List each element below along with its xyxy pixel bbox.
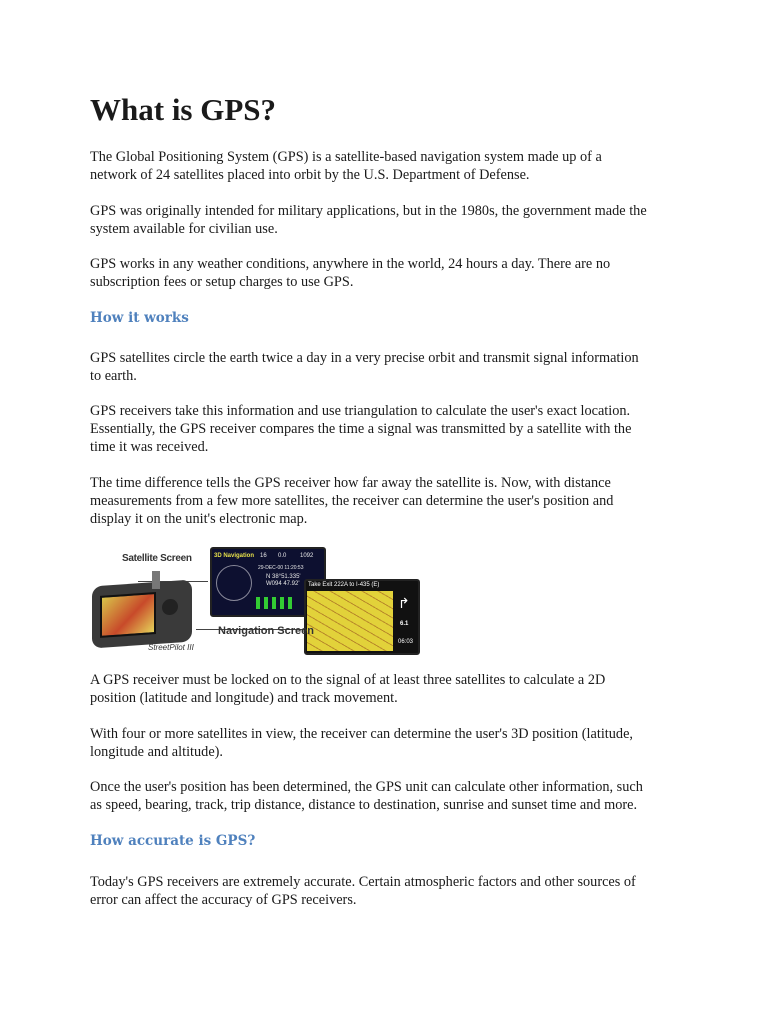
text-line: measurements from a few more satellites, the receiver can determine the user's position and [90,493,614,509]
gps-device-figure [88,543,423,658]
text-line: A GPS receiver must be locked on to the signal of at least three satellites to calculate a 2D [90,672,606,688]
text-line: position (latitude and longitude) and track movement. [90,690,398,706]
text-line: Once the user's position has been determined, the GPS unit can calculate other information, such [90,779,643,795]
position-lat: N 38°51.335' [266,574,301,580]
page-title: What is GPS? [90,92,277,127]
how-paragraph-2 [90,402,710,456]
text-line: display it on the unit's electronic map. [90,511,308,527]
text-line: GPS satellites circle the earth twice a day in a very precise orbit and transmit signal information [90,350,639,366]
accuracy-paragraph-1 [90,873,710,909]
distance-value: 6.1 [400,621,409,627]
text-line: subscription fees or setup charges to use GPS. [90,274,354,290]
text-line: GPS receivers take this information and use triangulation to calculate the user's exact location. [90,403,631,419]
text-line: time it was received. [90,439,209,455]
speed-value: 0.0 [278,553,287,559]
text-line: The time difference tells the GPS receiver how far away the satellite is. Now, with distance [90,475,611,491]
position-lon: W094 47.92' [266,581,300,587]
text-line: The Global Positioning System (GPS) is a satellite-based navigation system made up of a [90,149,602,165]
navigation-screen-label: Navigation Screen [218,625,314,637]
text-line: With four or more satellites in view, the receiver can determine the user's 3D position (latitude, [90,726,633,742]
device-model-label: StreetPilot III [148,643,194,652]
map-view [307,591,393,651]
satellite-screen-label: Satellite Screen [122,553,192,564]
text-line: GPS works in any weather conditions, anywhere in the world, 24 hours a day. There are no [90,256,611,272]
how-paragraph-1 [90,349,710,385]
heading-how-accurate: How accurate is GPS? [90,833,256,849]
how-after-paragraph-1 [90,671,710,707]
intro-paragraph-2 [90,202,710,238]
text-line: network of 24 satellites placed into orbit by the U.S. Department of Defense. [90,167,530,183]
how-after-paragraph-3 [90,778,710,814]
navigation-screen [304,579,420,655]
date-value: 29-DEC-00 11:20:53 [258,565,304,571]
time-value: 06:03 [398,639,414,645]
text-line: to earth. [90,368,137,384]
intro-paragraph-3 [90,255,710,291]
elevation-value: 1092 [300,553,314,559]
heading-how-it-works: How it works [90,310,189,326]
text-line: GPS was originally intended for military applications, but in the 1980s, the government made the [90,203,647,219]
how-after-paragraph-2 [90,725,710,761]
text-line: error can affect the accuracy of GPS receivers. [90,892,357,908]
sat-status: 3D Navigation [214,553,255,559]
text-line: longitude and altitude). [90,744,224,760]
intro-paragraph-1 [90,148,710,184]
nav-banner: Take Exit 222A to I-435 (E) [308,582,380,588]
accuracy-value: 16 [260,553,267,559]
gps-device [92,580,192,649]
device-screen [100,592,156,638]
text-line: as speed, bearing, track, trip distance, distance to destination, sunrise and sunset time and more. [90,797,638,813]
text-line: system available for civilian use. [90,221,278,237]
how-paragraph-3 [90,474,710,528]
text-line: Essentially, the GPS receiver compares the time a signal was transmitted by a satellite with the [90,421,632,437]
turn-arrow-icon: ↱ [398,595,410,611]
text-line: Today's GPS receivers are extremely accurate. Certain atmospheric factors and other sources of [90,874,636,890]
